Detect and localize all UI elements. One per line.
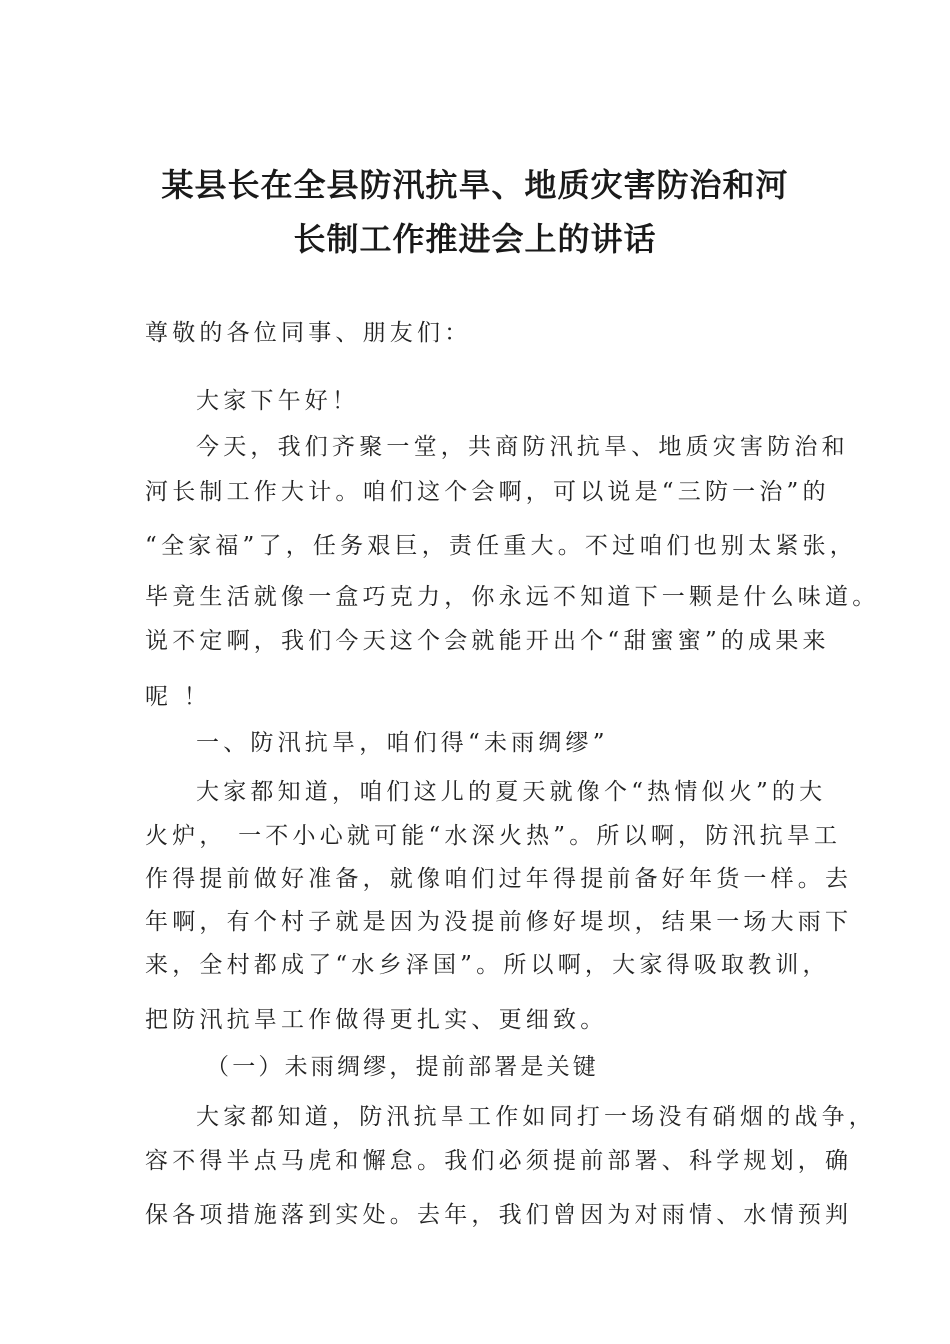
section-1-line: 作得提前做好准备，就像咱们过年得提前备好年货一样。去 <box>145 866 853 892</box>
greeting: 大家下午好！ <box>196 388 360 414</box>
intro-line: 呢 ！ <box>145 684 211 710</box>
intro-line: 河长制工作大计。咱们这个会啊，可以说是“三防一治”的 <box>145 479 830 505</box>
section-1-line: 大家都知道，咱们这儿的夏天就像个“热情似火”的大 <box>196 779 827 805</box>
intro-line: 今天，我们齐聚一堂，共商防汛抗旱、地质灾害防治和 <box>196 434 849 460</box>
section-1-line: 把防汛抗旱工作做得更扎实、更细致。 <box>145 1007 608 1033</box>
document-title-line-2: 长制工作推进会上的讲话 <box>293 220 657 258</box>
intro-line: “全家福”了，任务艰巨，责任重大。不过咱们也别太紧张， <box>145 533 857 559</box>
salutation: 尊敬的各位同事、朋友们： <box>145 320 472 346</box>
subsection-1-line: 保各项措施落到实处。去年，我们曾因为对雨情、水情预判 <box>145 1202 853 1228</box>
subsection-1-line: 容不得半点马虎和懈怠。我们必须提前部署、科学规划，确 <box>145 1148 853 1174</box>
section-1-line: 来，全村都成了“水乡泽国”。所以啊，大家得吸取教训， <box>145 952 830 978</box>
section-1-line: 年啊，有个村子就是因为没提前修好堤坝，结果一场大雨下 <box>145 909 853 935</box>
intro-line: 毕竟生活就像一盒巧克力，你永远不知道下一颗是什么味道。 <box>145 584 880 610</box>
section-1-heading: 一、防汛抗旱，咱们得“未雨绸缪” <box>196 730 609 756</box>
subsection-1-line: 大家都知道，防汛抗旱工作如同打一场没有硝烟的战争， <box>196 1104 876 1130</box>
section-1-line: 火炉， 一不小心就可能“水深火热”。所以啊，防汛抗旱工 <box>145 823 842 849</box>
intro-line: 说不定啊，我们今天这个会就能开出个“甜蜜蜜”的成果来 <box>145 628 830 654</box>
document-title-line-1: 某县长在全县防汛抗旱、地质灾害防治和河 <box>161 166 789 204</box>
subsection-1-heading: （一）未雨绸缪，提前部署是关键 <box>206 1054 599 1080</box>
